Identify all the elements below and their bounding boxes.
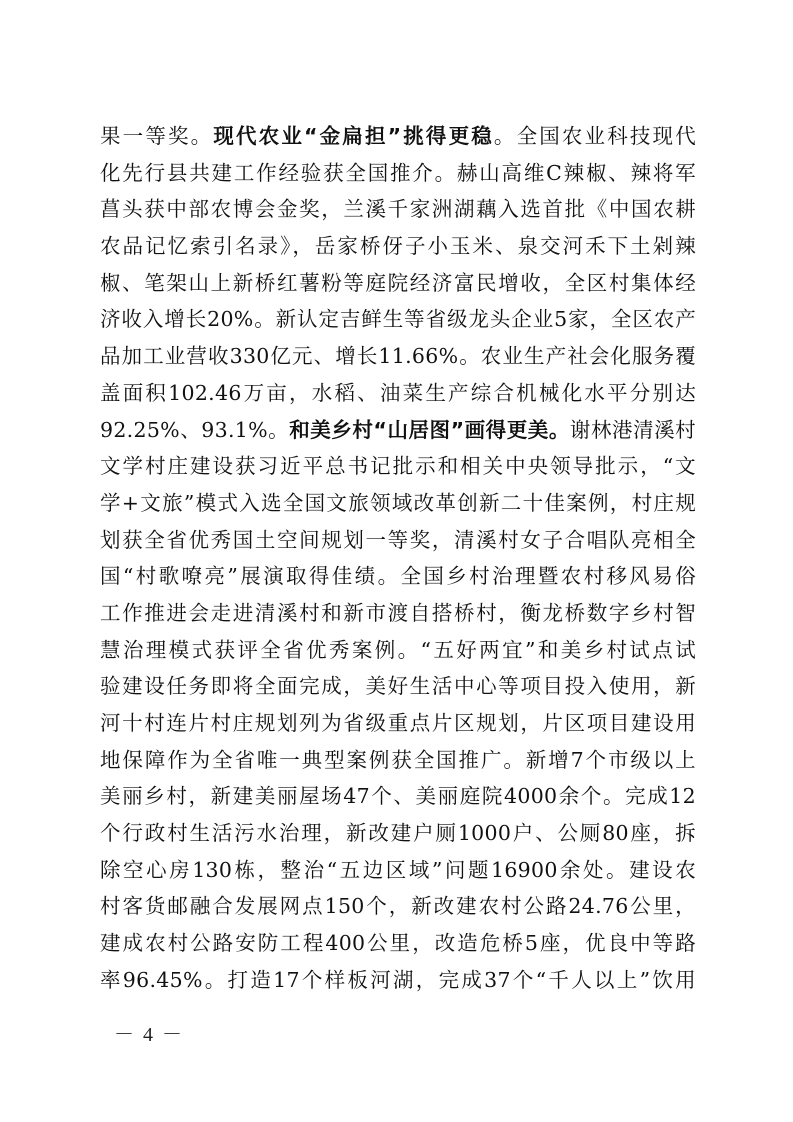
text-segment: 美丽乡村，新建美丽屋场47个、美丽庭院4000余个。完成12 <box>100 784 696 809</box>
text-segment: 除空心房130栋，整治“五边区域”问题16900余处。建设农 <box>100 857 696 882</box>
text-line <box>100 925 696 962</box>
text-line <box>100 265 696 302</box>
text-line <box>100 558 696 595</box>
text-segment: 化先行县共建工作经验获全国推介。赫山高维C辣椒、辣将军 <box>100 160 696 185</box>
text-segment: 农品记忆索引名录》，岳家桥伢子小玉米、泉交河禾下土剁辣 <box>100 234 696 259</box>
text-segment: 果一等奖。 <box>100 124 214 148</box>
text-line <box>100 412 696 449</box>
text-segment: 文学村庄建设获习近平总书记批示和相关中央领导批示，“文 <box>100 454 696 479</box>
text-segment: 建成农村公路安防工程400公里，改造危桥5座，优良中等路 <box>100 931 696 956</box>
text-line <box>100 228 696 265</box>
bold-heading-phrase: 现代农业“金扁担”挑得更稳 <box>213 124 494 148</box>
text-line <box>100 448 696 485</box>
text-line <box>100 191 696 228</box>
text-line <box>100 962 696 999</box>
text-segment: 92.25%、93.1%。 <box>100 417 290 442</box>
text-segment: 率96.45%。打造17个样板河湖，完成37个“千人以上”饮用 <box>100 967 696 992</box>
text-segment: 学+文旅”模式入选全国文旅领域改革创新二十佳案例，村庄规 <box>100 490 696 515</box>
text-line <box>100 852 696 889</box>
text-segment: 椒、笔架山上新桥红薯粉等庭院经济富民增收，全区村集体经 <box>100 270 696 295</box>
body-text <box>100 118 696 999</box>
text-line <box>100 375 696 412</box>
text-line <box>100 595 696 632</box>
text-segment: 地保障作为全省唯一典型案例获全国推广。新增7个市级以上 <box>100 747 696 772</box>
text-line <box>100 705 696 742</box>
text-segment: 划获全省优秀国土空间规划一等奖，清溪村女子合唱队亮相全 <box>100 527 696 552</box>
text-line <box>100 778 696 815</box>
text-segment: 验建设任务即将全面完成，美好生活中心等项目投入使用，新 <box>100 674 696 699</box>
text-segment: 济收入增长20%。新认定吉鲜生等省级龙头企业5家，全区农产 <box>100 307 696 332</box>
text-segment: 谢林港清溪村 <box>569 417 696 442</box>
text-line <box>100 668 696 705</box>
text-line <box>100 815 696 852</box>
text-segment: 工作推进会走进清溪村和新市渡自搭桥村，衡龙桥数字乡村智 <box>100 600 696 625</box>
text-line <box>100 155 696 192</box>
bold-heading-phrase: 和美乡村“山居图”画得更美。 <box>289 417 570 442</box>
text-segment: 河十村连片村庄规划列为省级重点片区规划，片区项目建设用 <box>100 711 696 735</box>
text-line <box>100 485 696 522</box>
text-line <box>100 301 696 338</box>
text-line <box>100 338 696 375</box>
text-segment: 盖面积102.46万亩，水稻、油菜生产综合机械化水平分别达 <box>100 380 696 405</box>
text-line <box>100 118 696 155</box>
text-line <box>100 522 696 559</box>
text-segment: 。全国农业科技现代 <box>493 124 696 148</box>
text-segment: 个行政村生活污水治理，新改建户厕1000户、公厕80座，拆 <box>100 821 696 846</box>
text-line <box>100 888 696 925</box>
text-line <box>100 632 696 669</box>
text-line <box>100 742 696 779</box>
text-segment: 国“村歌嘹亮”展演取得佳绩。全国乡村治理暨农村移风易俗 <box>100 564 696 589</box>
page-number: － 4 － <box>114 1024 184 1046</box>
text-segment: 品加工业营收330亿元、增长11.66%。农业生产社会化服务覆 <box>100 344 696 369</box>
text-segment: 村客货邮融合发展网点150个，新改建农村公路24.76公里， <box>100 894 696 919</box>
text-segment: 慧治理模式获评全省优秀案例。“五好两宜”和美乡村试点试 <box>100 637 696 662</box>
text-segment: 菖头获中部农博会金奖，兰溪千家洲湖藕入选首批《中国农耕 <box>100 197 696 222</box>
